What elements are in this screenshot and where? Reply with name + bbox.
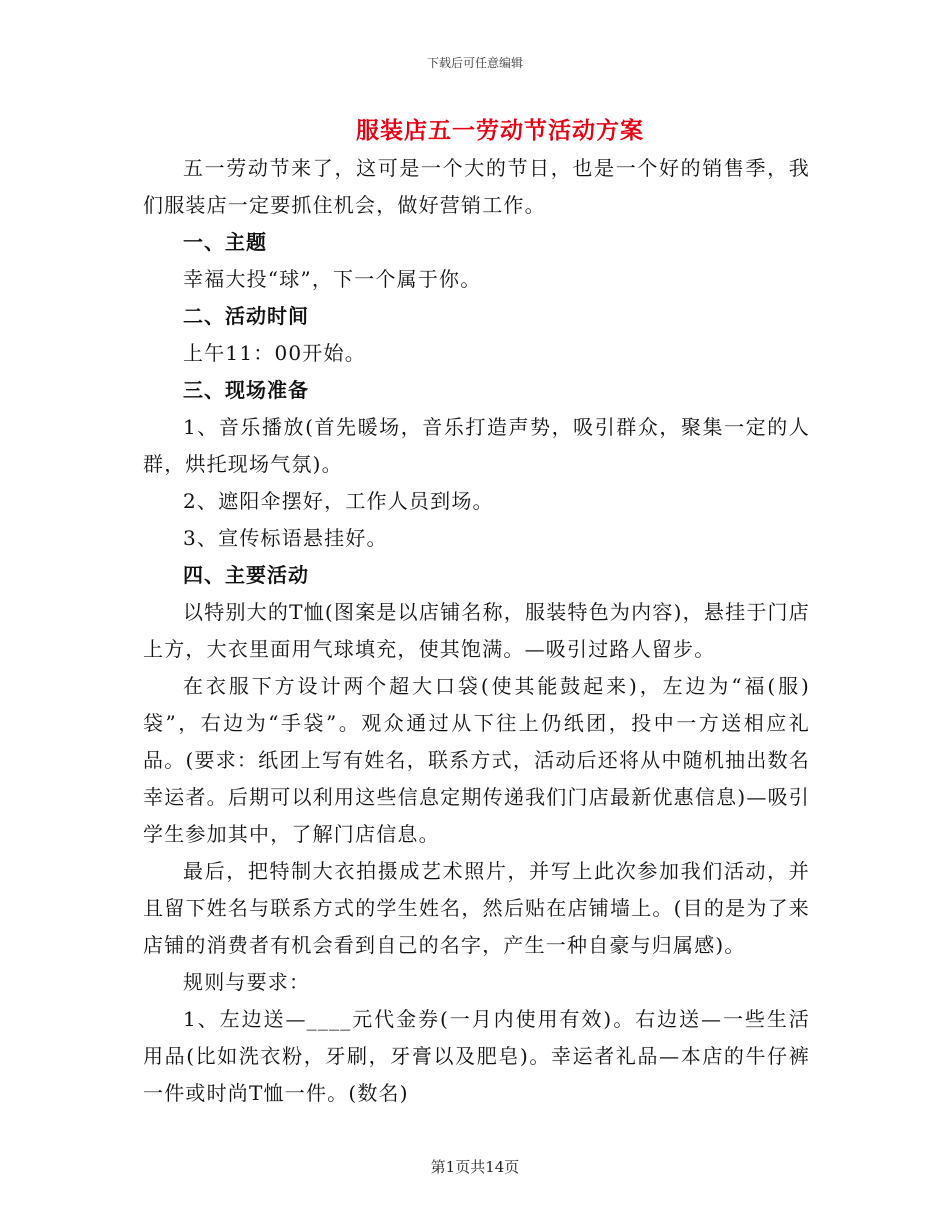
section-heading-activities: 四、主要活动 [183, 563, 309, 587]
preparation-item-2: 2、遮阳伞摆好，工作人员到场。 [183, 489, 494, 513]
theme-paragraph: 幸福大投“球”，下一个属于你。 [183, 267, 482, 291]
rules-label: 规则与要求： [183, 970, 311, 994]
header-note: 下载后可任意编辑 [426, 56, 523, 70]
section-heading-theme: 一、主题 [183, 230, 267, 254]
document-title: 服装店五一劳动节活动方案 [356, 117, 644, 144]
page-number: 第1页共14页 [430, 1158, 520, 1176]
activity-paragraph-2: 在衣服下方设计两个超大口袋(使其能鼓起来)，左边为“福(服)袋”，右边为“手袋”。观众通过从下往上仍纸团，投中一方送相应礼品。(要求：纸团上写有姓名，联系方式，活动后还将从中随机抽出数名幸运者。后期可以利用这些信息定期传递我们门店最新优惠信息)—吸引学生参加其中，了解门店信息。 [143, 674, 810, 846]
preparation-item-1: 1、音乐播放(首先暖场，音乐打造声势，吸引群众，聚集一定的人群，烘托现场气氛)。 [143, 415, 810, 476]
activity-paragraph-3: 最后，把特制大衣拍摄成艺术照片，并写上此次参加我们活动，并且留下姓名与联系方式的学生姓名，然后贴在店铺墙上。(目的是为了来店铺的消费者有机会看到自己的名字，产生一种自豪与归属感)。 [143, 859, 810, 957]
activity-paragraph-1: 以特别大的T恤(图案是以店铺名称，服装特色为内容)，悬挂于门店上方，大衣里面用气球填充，使其饱满。—吸引过路人留步。 [143, 600, 810, 661]
document-body [143, 150, 810, 1112]
intro-paragraph: 五一劳动节来了，这可是一个大的节日，也是一个好的销售季，我们服装店一定要抓住机会，做好营销工作。 [143, 156, 810, 217]
section-heading-time: 二、活动时间 [183, 304, 309, 328]
time-paragraph: 上午11：00开始。 [183, 341, 366, 365]
section-heading-preparation: 三、现场准备 [183, 378, 309, 402]
rules-item-1: 1、左边送—____元代金券(一月内使用有效)。右边送—一些生活用品(比如洗衣粉，牙刷，牙膏以及肥皂)。幸运者礼品—本店的牛仔裤一件或时尚T恤一件。(数名) [143, 1007, 810, 1105]
preparation-item-3: 3、宣传标语悬挂好。 [183, 526, 388, 550]
